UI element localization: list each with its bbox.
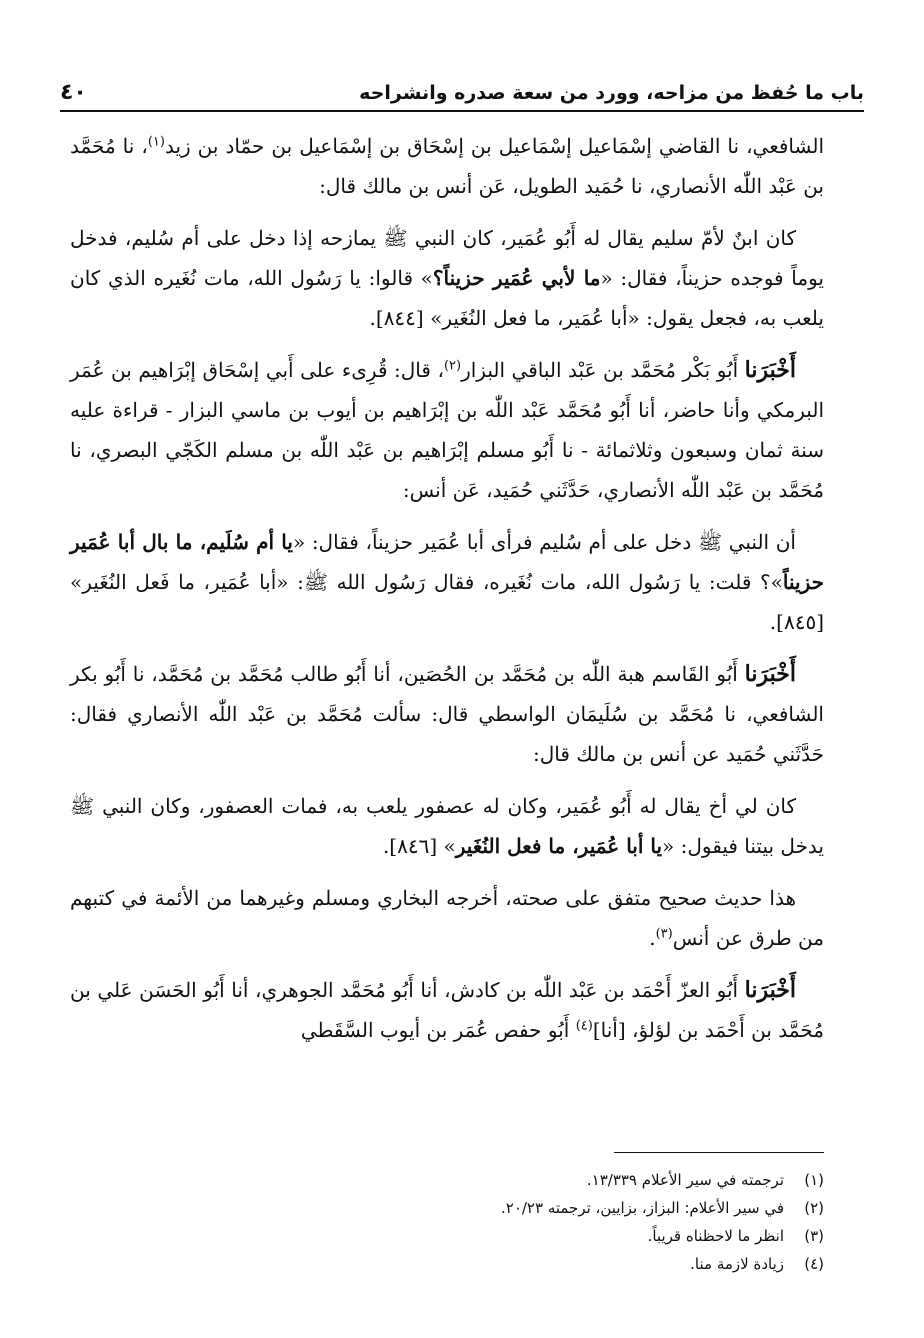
footnote-ref: (٤) <box>575 1018 593 1034</box>
paragraph-isnad-2 <box>70 350 824 510</box>
chapter-title: باب ما حُفظ من مزاحه، وورد من سعة صدره وانشراحه <box>359 82 864 104</box>
text-segment: كان لي أخ يقال له أَبُو عُمَير، وكان له عصفور يلعب به، فمات العصفور، وكان النبي ﷺ يدخل بيتنا فيقول: « <box>70 794 824 858</box>
footnote-number: (٢) <box>804 1199 824 1217</box>
paragraph-hadith-2 <box>70 522 824 642</box>
footnote-item <box>200 1222 824 1250</box>
page-number: ٤٠ <box>60 80 87 105</box>
footnote-item <box>200 1166 824 1194</box>
footnote-number: (٤) <box>804 1255 824 1273</box>
main-text <box>70 126 824 1062</box>
paragraph-hadith-1 <box>70 218 824 338</box>
akhbarana-lead: أَخْبَرَنا <box>744 357 796 383</box>
text-segment: أَبُو بَكْر مُحَمَّد بن عَبْد الباقي البزار <box>461 358 745 382</box>
footnotes <box>200 1166 824 1278</box>
running-header <box>60 74 864 112</box>
prophetic-quote: ما لأبي عُمَير حزيناً؟ <box>432 266 601 290</box>
text-segment: ، قال: قُرِىء على أَبي إسْحَاق إبْرَاهيم بن عُمَر البرمكي وأنا حاضر، أنا أَبُو مُحَمَّد عَبْد اللّٰه بن إبْرَاهيم بن أيوب بن ماسي البزار - قراءة عليه سنة ثمان وسبعون وثلاثمائة - نا أَبُو مسلم إبْرَاهيم بن عَبْد اللّٰه بن مسلم الكَجّي البصري، نا مُحَمَّد بن عَبْد اللّٰه الأنصاري، حَدَّثَني حُمَيد، عَن أنس: <box>70 358 824 502</box>
akhbarana-lead: أَخْبَرَنا <box>744 661 796 687</box>
prophetic-quote: يا أم سُلَيم، ما بال أبا عُمَير حزيناً <box>70 530 824 594</box>
footnote-item <box>200 1250 824 1278</box>
footnote-text: في سير الأعلام: البزاز، بزايين، ترجمته ٢٠/٢٣. <box>500 1199 784 1217</box>
paragraph-isnad-4 <box>70 970 824 1050</box>
footnote-number: (٣) <box>804 1227 824 1245</box>
footnote-ref: (٢) <box>443 358 462 374</box>
footnote-text: ترجمته في سير الأعلام ١٣/٣٣٩. <box>586 1171 784 1189</box>
footnote-text: زيادة لازمة منا. <box>690 1255 784 1273</box>
footnote-ref: (٣) <box>655 926 673 942</box>
paragraph-isnad-1 <box>70 126 824 206</box>
footnote-item <box>200 1194 824 1222</box>
prophetic-quote: يا أبا عُمَير، ما فعل النُغَير <box>455 834 663 858</box>
text-segment: »؟ قلت: يا رَسُول الله، مات نُغَيره، فقال رَسُول الله ﷺ: «أبا عُمَير، ما فَعل النُغَير» [٨٤٥]. <box>70 570 824 634</box>
text-segment: أن النبي ﷺ دخل على أم سُليم فرأى أبا عُمَير حزيناً، فقال: « <box>292 530 796 554</box>
text-segment: أَبُو العزّ أَحْمَد بن عَبْد اللّٰه بن كادش، أنا أَبُو مُحَمَّد الجوهري، أنا أَبُو الحَسَن عَلي بن مُحَمَّد بن أَحْمَد بن لؤلؤ، [أنا] <box>70 978 824 1042</box>
akhbarana-lead: أَخْبَرَنا <box>744 977 796 1003</box>
footnote-divider <box>614 1152 824 1153</box>
text-segment: » قالوا: يا رَسُول الله، مات نُغَيره الذي كان يلعب به، فجعل يقول: «أبا عُمَير، ما فعل النُغَير» [٨٤٤]. <box>70 266 824 330</box>
text-segment: الشافعي، نا القاضي إسْمَاعيل إسْمَاعيل بن إسْحَاق بن إسْمَاعيل بن حمّاد بن زيد <box>164 134 824 158</box>
text-segment: أَبُو حفص عُمَر بن أيوب السَّقَطي <box>300 1018 576 1042</box>
text-segment: كان ابنٌ لأمّ سليم يقال له أَبُو عُمَير، كان النبي ﷺ يمازحه إذا دخل على أم سُليم، فدخل يوماً فوجده حزيناً، فقال: « <box>70 226 824 290</box>
paragraph-commentary <box>70 878 824 958</box>
footnote-number: (١) <box>804 1171 824 1189</box>
footnote-text: انظر ما لاحظناه قريباً. <box>647 1227 784 1245</box>
paragraph-hadith-3 <box>70 786 824 866</box>
text-segment: هذا حديث صحيح متفق على صحته، أخرجه البخاري ومسلم وغيرهما من الأئمة في كتبهم من طرق عن أنس <box>70 886 824 950</box>
text-segment: ، نا مُحَمَّد بن عَبْد اللّٰه الأنصاري، نا حُمَيد الطويل، عَن أنس بن مالك قال: <box>70 134 824 198</box>
paragraph-isnad-3 <box>70 654 824 774</box>
footnote-ref: (١) <box>147 134 165 150</box>
text-segment: » [٨٤٦]. <box>382 834 456 858</box>
text-segment: . <box>649 926 656 950</box>
text-segment: أَبُو القَاسم هبة اللّٰه بن مُحَمَّد بن الحُصَين، أنا أَبُو طالب مُحَمَّد بن مُحَمَّد، نا أَبُو بكر الشافعي، نا مُحَمَّد بن سُلَيمَان الواسطي قال: سألت مُحَمَّد بن عَبْد اللّٰه الأنصاري فقال: حَدَّثَني حُمَيد عن أنس بن مالك قال: <box>70 662 824 766</box>
